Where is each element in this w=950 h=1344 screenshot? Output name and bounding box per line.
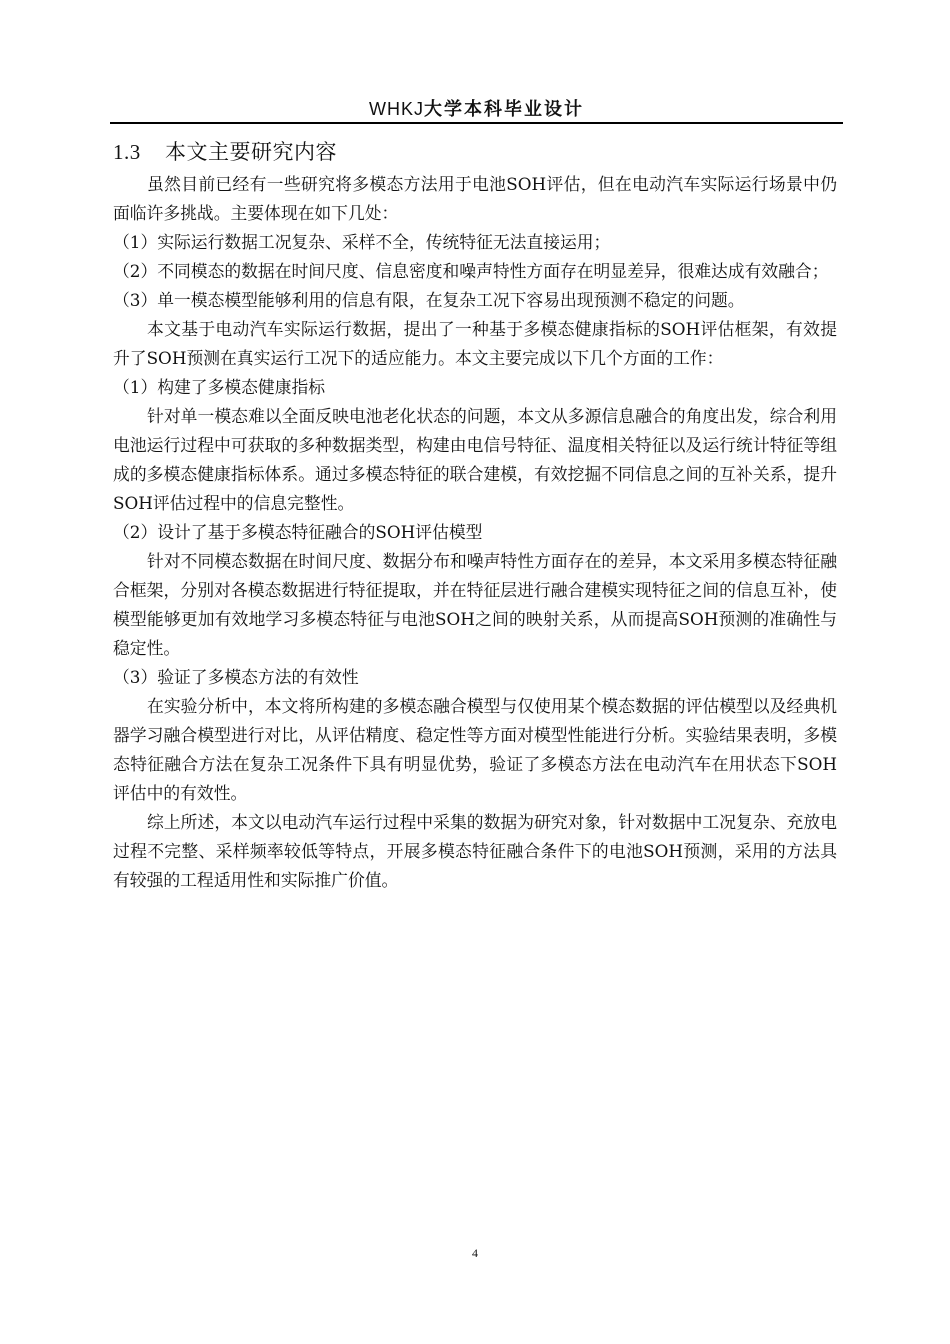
section-heading: [113, 138, 837, 166]
challenge-item-2: （2）不同模态的数据在时间尺度、信息密度和噪声特性方面存在明显差异，很难达成有效融合；: [113, 261, 829, 281]
section-number: 1.3: [113, 140, 141, 164]
paragraph-framework: 本文基于电动汽车实际运行数据，提出了一种基于多模态健康指标的SOH评估框架，有效提升了SOH预测在真实运行工况下的适应能力。本文主要完成以下几个方面的工作：: [113, 319, 837, 368]
paragraph-intro: 虽然目前已经有一些研究将多模态方法用于电池SOH评估，但在电动汽车实际运行场景中仍面临许多挑战。主要体现在如下几处：: [113, 174, 837, 223]
work-item-2-heading: （2）设计了基于多模态特征融合的SOH评估模型: [113, 522, 483, 542]
work-item-3-heading: （3）验证了多模态方法的有效性: [113, 667, 359, 687]
section-title: 本文主要研究内容: [165, 140, 337, 164]
page-number: 4: [472, 1246, 478, 1260]
page-header: [110, 96, 843, 124]
paragraph-summary: 综上所述，本文以电动汽车运行过程中采集的数据为研究对象，针对数据中工况复杂、充放电过程不完整、采样频率较低等特点，开展多模态特征融合条件下的电池SOH预测，采用的方法具有较强的工程适用性和实际推广价值。: [113, 812, 837, 890]
work-item-2-body: 针对不同模态数据在时间尺度、数据分布和噪声特性方面存在的差异，本文采用多模态特征融合框架，分别对各模态数据进行特征提取，并在特征层进行融合建模实现特征之间的信息互补，使模型能够更加有效地学习多模态特征与电池SOH之间的映射关系，从而提高SOH预测的准确性与稳定性。: [113, 551, 837, 658]
header-school-code: WHKJ: [369, 99, 424, 119]
work-item-1-body: 针对单一模态难以全面反映电池老化状态的问题，本文从多源信息融合的角度出发，综合利用电池运行过程中可获取的多种数据类型，构建由电信号特征、温度相关特征以及运行统计特征等组成的多模态健康指标体系。通过多模态特征的联合建模，有效挖掘不同信息之间的互补关系，提升SOH评估过程中的信息完整性。: [113, 406, 837, 513]
challenge-item-3: （3）单一模态模型能够利用的信息有限，在复杂工况下容易出现预测不稳定的问题。: [113, 290, 745, 310]
header-title: 大学本科毕业设计: [424, 99, 584, 120]
page-body: [113, 138, 837, 895]
work-item-1-heading: （1）构建了多模态健康指标: [113, 377, 326, 397]
work-item-3-body: 在实验分析中，本文将所构建的多模态融合模型与仅使用某个模态数据的评估模型以及经典机器学习融合模型进行对比，从评估精度、稳定性等方面对模型性能进行分析。实验结果表明，多模态特征融合方法在复杂工况条件下具有明显优势，验证了多模态方法在电动汽车在用状态下SOH评估中的有效性。: [113, 696, 837, 803]
challenge-item-1: （1）实际运行数据工况复杂、采样不全，传统特征无法直接运用；: [113, 232, 611, 252]
